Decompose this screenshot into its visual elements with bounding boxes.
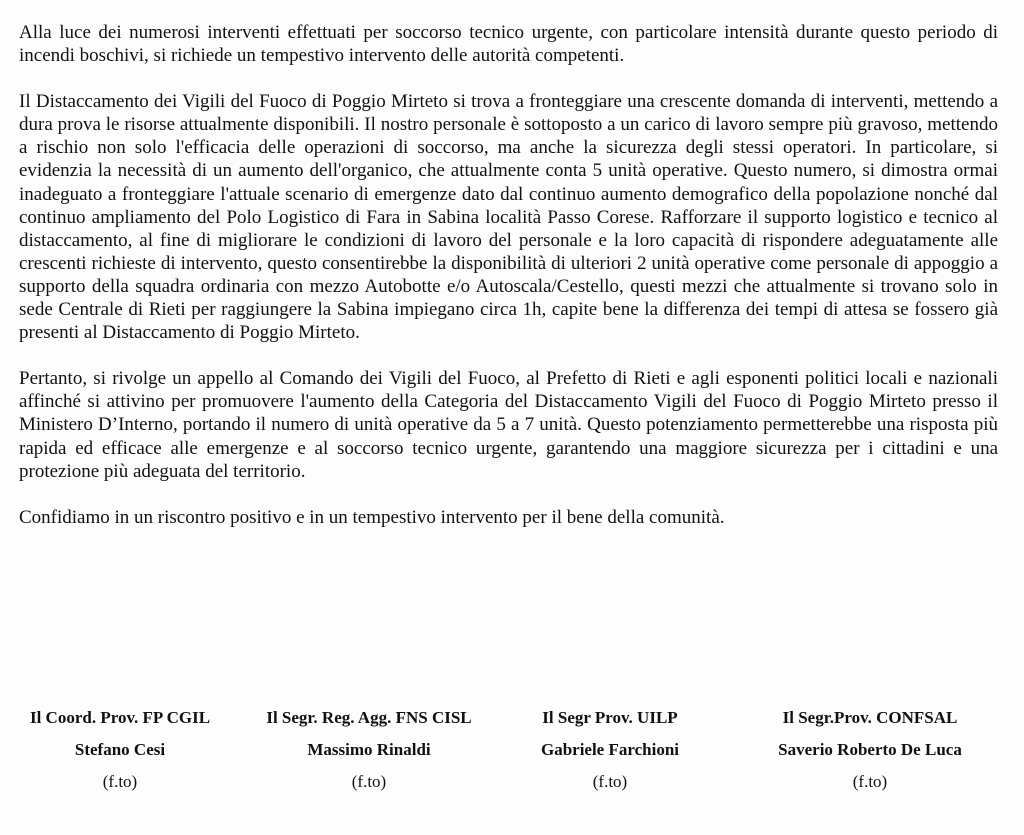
signature-role: Il Segr Prov. UILP: [542, 708, 678, 727]
paragraph-spacer: [19, 483, 998, 506]
signature-name: Gabriele Farchioni: [540, 740, 680, 759]
paragraph-intro: Alla luce dei numerosi interventi effettuati per soccorso tecnico urgente, con particolare intensità durante questo periodo di incendi boschivi, si richiede un tempestivo intervento delle autorità competenti.: [19, 22, 998, 67]
signature-name: Massimo Rinaldi: [307, 740, 431, 759]
signature-confsal: [760, 706, 980, 794]
signature-block: [0, 706, 1024, 806]
signature-cisl: [253, 706, 485, 794]
signature-mark: (f.to): [592, 772, 628, 791]
paragraph-closing: Confidiamo in un riscontro positivo e in un tempestivo intervento per il bene della comunità.: [19, 506, 725, 528]
signature-name: Stefano Cesi: [74, 740, 166, 759]
signature-role: Il Coord. Prov. FP CGIL: [29, 708, 211, 727]
signature-role: Il Segr. Reg. Agg. FNS CISL: [266, 708, 472, 727]
paragraph-appeal: Pertanto, si rivolge un appello al Comando dei Vigili del Fuoco, al Prefetto di Rieti e agli esponenti politici locali e nazionali affinché si attivino per promuovere l'aumento della Categoria del Distaccamento Vigili del Fuoco di Poggio Mirteto presso il Ministero D’Interno, portando il numero di unità operative da 5 a 7 unità. Questo potenziamento permetterebbe una risposta più rapida ed efficace alle emergenze e al soccorso tecnico urgente, garantendo una maggiore sicurezza per i cittadini e una protezione più adeguata del territorio.: [19, 368, 998, 482]
signature-uilp: [519, 706, 701, 794]
paragraph-situation: Il Distaccamento dei Vigili del Fuoco di Poggio Mirteto si trova a fronteggiare una crescente domanda di interventi, mettendo a dura prova le risorse attualmente disponibili. Il nostro personale è sottoposto a un carico di lavoro sempre più gravoso, mettendo a rischio non solo l'efficacia delle operazioni di soccorso, ma anche la sicurezza degli stessi operatori. In particolare, si evidenzia la necessità di un aumento dell'organico, che attualmente conta 5 unità operative. Questo numero, si dimostra ormai inadeguato a fronteggiare l'attuale scenario di emergenze dato dal continuo aumento demografico della popolazione nonché dal continuo ampliamento del Polo Logistico di Fara in Sabina località Passo Corese. Rafforzare il supporto logistico e tecnico al distaccamento, al fine di migliorare le condizioni di lavoro del personale e la loro capacità di rispondere adeguatamente alle crescenti richieste di intervento, questo consentirebbe la disponibilità di ulteriori 2 unità operative come personale di appoggio a supporto della squadra ordinaria con mezzo Autobotte e/o Autoscala/Cestello, questi mezzi che attualmente si trovano solo in sede Centrale di Rieti per raggiungere la Sabina impiegano circa 1h, capite bene la differenza dei tempi di attesa se fossero già presenti al Distaccamento di Poggio Mirteto.: [19, 91, 998, 344]
signature-name: Saverio Roberto De Luca: [778, 740, 962, 759]
paragraph-spacer: [19, 67, 998, 90]
signature-role: Il Segr.Prov. CONFSAL: [782, 708, 958, 727]
signature-cgil: [19, 706, 221, 794]
paragraph-spacer: [19, 344, 998, 367]
signature-mark: (f.to): [351, 772, 387, 791]
signature-mark: (f.to): [852, 772, 888, 791]
signature-mark: (f.to): [102, 772, 138, 791]
